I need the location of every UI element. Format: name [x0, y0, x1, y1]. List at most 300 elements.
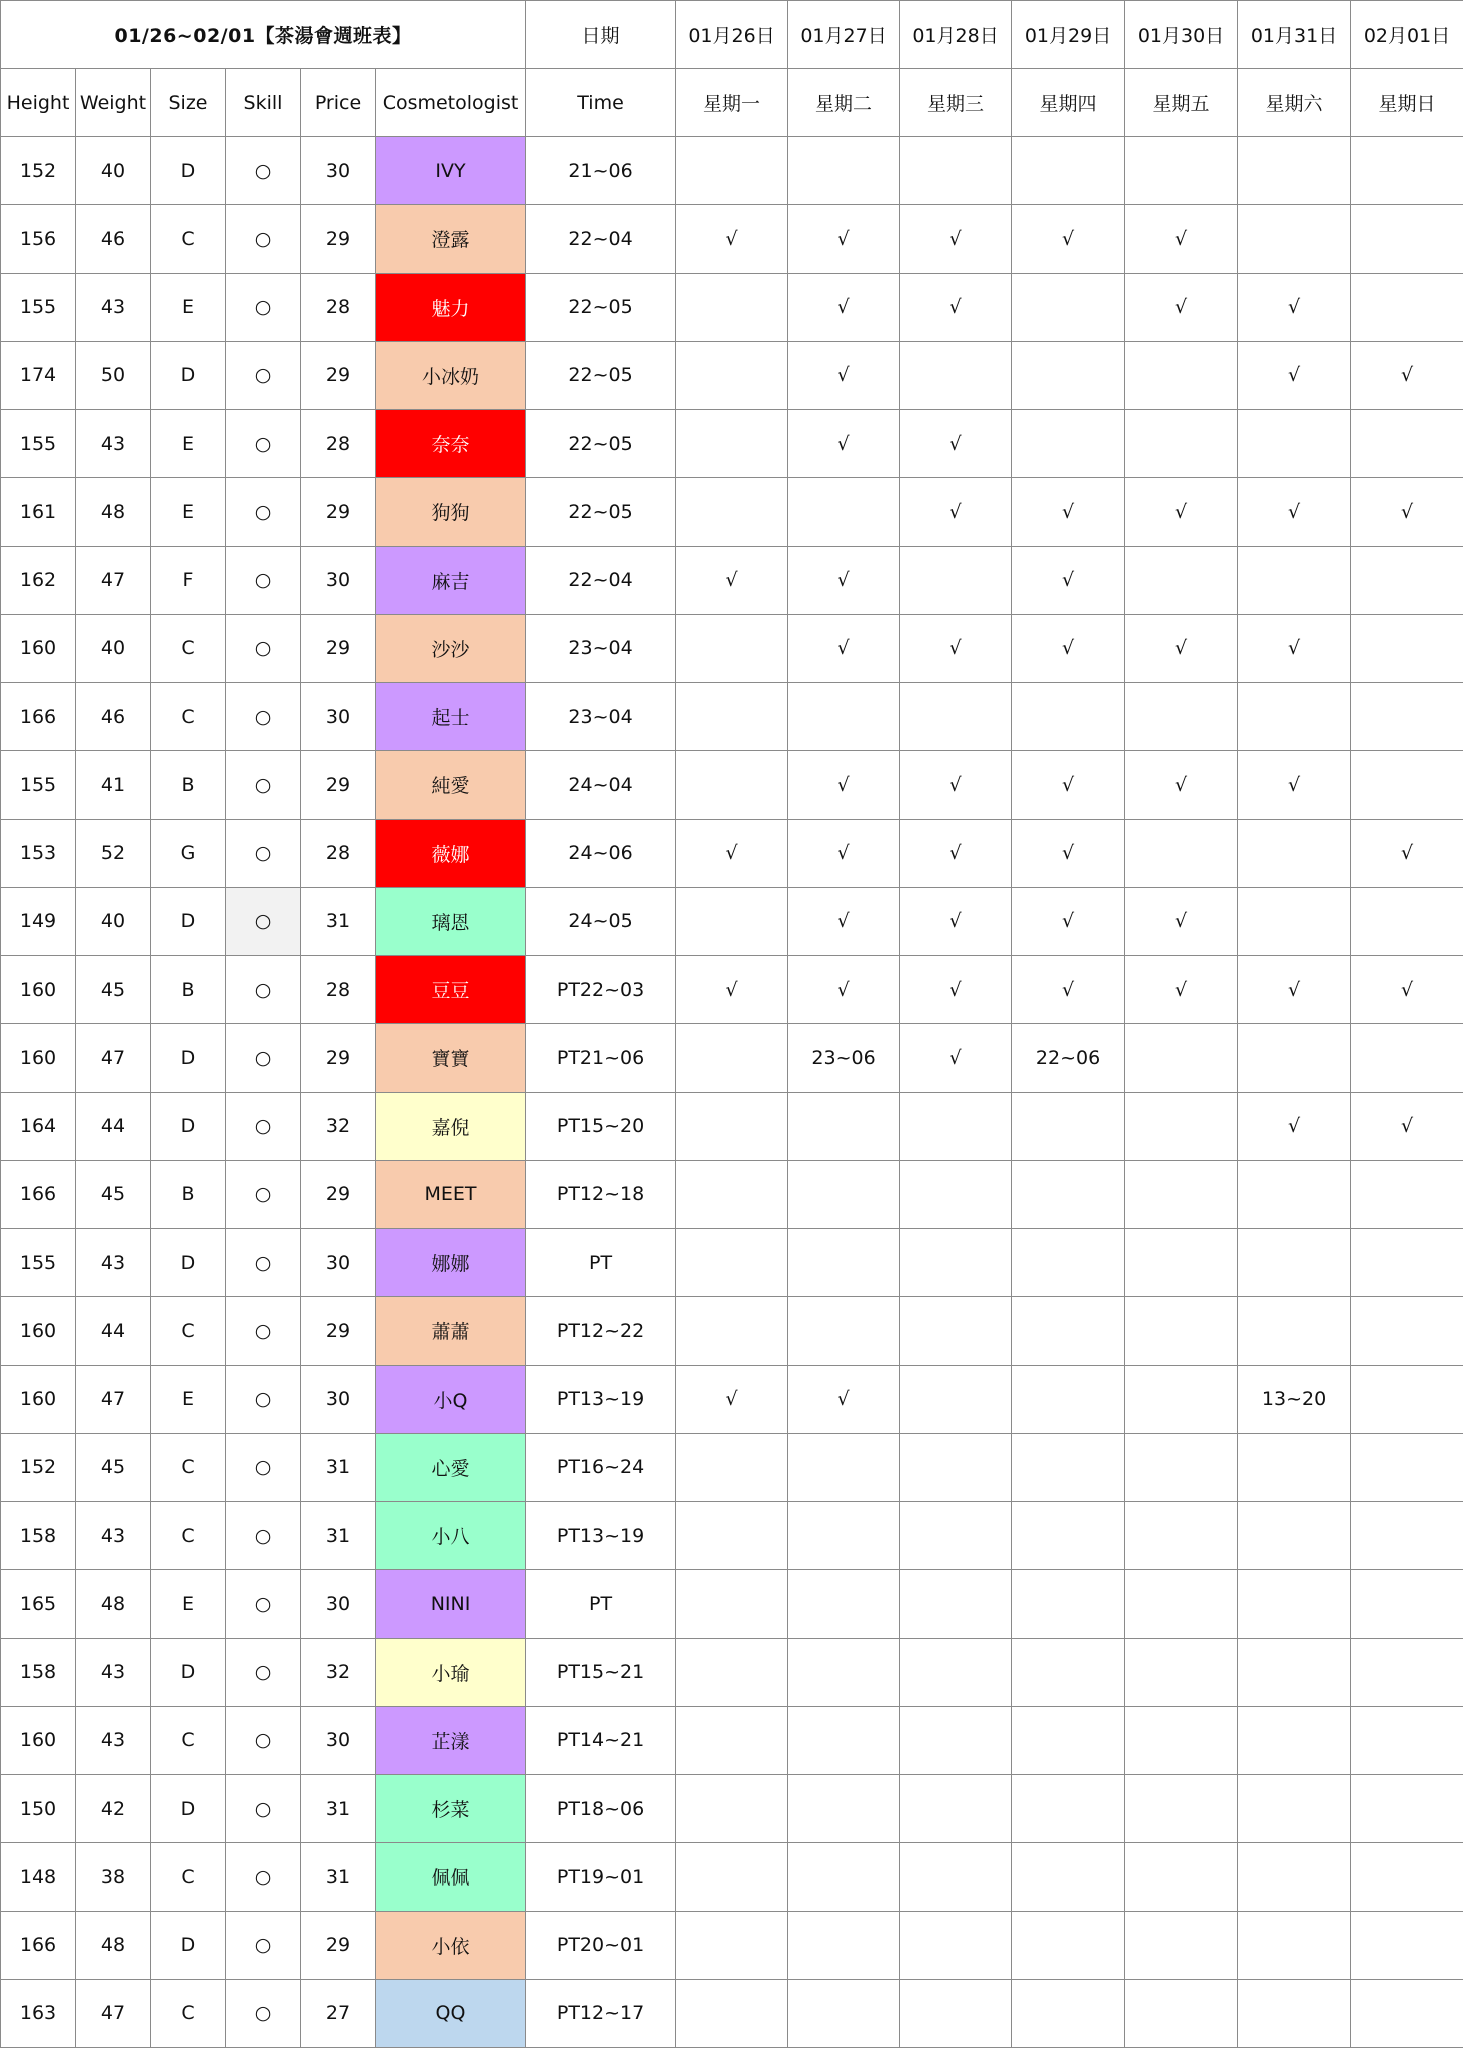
shift-cell [1238, 1297, 1351, 1365]
shift-cell [900, 1911, 1012, 1979]
size-cell: D [151, 137, 226, 205]
shift-cell [900, 1502, 1012, 1570]
shift-cell [1012, 1297, 1125, 1365]
skill-cell: ○ [226, 478, 301, 546]
shift-cell [900, 1229, 1012, 1297]
size-cell: E [151, 478, 226, 546]
height-cell: 165 [1, 1570, 76, 1638]
shift-cell [676, 751, 788, 819]
shift-cell [1351, 683, 1463, 751]
shift-cell [788, 1502, 900, 1570]
shift-check-mark: √ [1351, 956, 1463, 1024]
shift-cell [1351, 1911, 1463, 1979]
shift-cell [676, 683, 788, 751]
skill-cell: ○ [226, 1706, 301, 1774]
height-cell: 152 [1, 137, 76, 205]
table-row [1, 273, 1463, 341]
price-cell: 28 [301, 956, 376, 1024]
price-cell: 32 [301, 1092, 376, 1160]
size-cell: E [151, 273, 226, 341]
cosmetologist-name: 澄露 [376, 205, 526, 273]
time-cell: PT19~01 [526, 1843, 676, 1911]
cosmetologist-name: 魅力 [376, 273, 526, 341]
skill-cell: ○ [226, 1775, 301, 1843]
skill-cell: ○ [226, 1365, 301, 1433]
cosmetologist-name: 狗狗 [376, 478, 526, 546]
size-cell: B [151, 1160, 226, 1228]
shift-cell [788, 1638, 900, 1706]
weight-cell: 43 [76, 1502, 151, 1570]
shift-cell [1125, 1160, 1238, 1228]
table-row [1, 1638, 1463, 1706]
size-cell: B [151, 751, 226, 819]
shift-cell [676, 1024, 788, 1092]
shift-check-mark: √ [1125, 614, 1238, 682]
time-cell: PT20~01 [526, 1911, 676, 1979]
shift-cell [900, 1775, 1012, 1843]
date-header: 01月31日 [1238, 1, 1351, 69]
shift-check-mark: √ [1238, 956, 1351, 1024]
shift-cell [1238, 1433, 1351, 1501]
shift-cell [676, 1160, 788, 1228]
shift-cell [676, 887, 788, 955]
shift-cell [1238, 819, 1351, 887]
shift-cell [1125, 1775, 1238, 1843]
shift-cell [788, 1911, 900, 1979]
shift-check-mark: √ [676, 819, 788, 887]
column-header-size: Size [151, 69, 226, 137]
shift-cell [676, 410, 788, 478]
skill-cell: ○ [226, 1229, 301, 1297]
weight-cell: 48 [76, 1570, 151, 1638]
cosmetologist-name: 奈奈 [376, 410, 526, 478]
shift-cell [1012, 1570, 1125, 1638]
shift-cell [1351, 546, 1463, 614]
shift-cell [1012, 1365, 1125, 1433]
price-cell: 29 [301, 1911, 376, 1979]
shift-cell [676, 1229, 788, 1297]
cosmetologist-name: QQ [376, 1979, 526, 2047]
size-cell: C [151, 614, 226, 682]
shift-cell [788, 137, 900, 205]
weight-cell: 48 [76, 478, 151, 546]
size-cell: C [151, 1843, 226, 1911]
time-cell: PT12~17 [526, 1979, 676, 2047]
weight-cell: 47 [76, 1979, 151, 2047]
shift-cell [1351, 273, 1463, 341]
shift-check-mark: √ [1351, 478, 1463, 546]
shift-check-mark: √ [788, 273, 900, 341]
shift-check-mark: √ [900, 273, 1012, 341]
shift-cell [1012, 410, 1125, 478]
shift-cell [900, 546, 1012, 614]
shift-cell [1351, 1706, 1463, 1774]
weight-cell: 43 [76, 273, 151, 341]
time-cell: PT [526, 1229, 676, 1297]
height-cell: 166 [1, 1911, 76, 1979]
shift-check-mark: √ [788, 751, 900, 819]
shift-cell [900, 1843, 1012, 1911]
date-header: 01月30日 [1125, 1, 1238, 69]
time-cell: 24~06 [526, 819, 676, 887]
shift-cell [900, 137, 1012, 205]
weight-cell: 50 [76, 341, 151, 409]
price-cell: 29 [301, 1160, 376, 1228]
shift-cell [900, 1433, 1012, 1501]
shift-cell [676, 1297, 788, 1365]
shift-cell [1012, 1092, 1125, 1160]
shift-check-mark: √ [1125, 751, 1238, 819]
shift-check-mark: √ [788, 887, 900, 955]
height-cell: 160 [1, 1706, 76, 1774]
time-cell: PT14~21 [526, 1706, 676, 1774]
shift-cell [676, 614, 788, 682]
shift-cell [676, 1843, 788, 1911]
time-cell: PT15~21 [526, 1638, 676, 1706]
skill-cell: ○ [226, 205, 301, 273]
shift-cell [1238, 1638, 1351, 1706]
weight-cell: 43 [76, 1706, 151, 1774]
price-cell: 29 [301, 1297, 376, 1365]
shift-cell [788, 1433, 900, 1501]
shift-check-mark: √ [676, 546, 788, 614]
shift-check-mark: √ [1012, 205, 1125, 273]
shift-cell [1351, 137, 1463, 205]
time-cell: PT13~19 [526, 1365, 676, 1433]
shift-cell [676, 273, 788, 341]
size-cell: C [151, 205, 226, 273]
price-cell: 29 [301, 205, 376, 273]
shift-cell [1012, 341, 1125, 409]
shift-cell [1012, 1843, 1125, 1911]
price-cell: 30 [301, 1570, 376, 1638]
weekday-header: 星期五 [1125, 69, 1238, 137]
height-cell: 163 [1, 1979, 76, 2047]
shift-cell [676, 1570, 788, 1638]
shift-cell [788, 1843, 900, 1911]
time-cell: PT16~24 [526, 1433, 676, 1501]
skill-cell: ○ [226, 1502, 301, 1570]
shift-cell [1012, 1638, 1125, 1706]
time-cell: 22~04 [526, 205, 676, 273]
shift-cell [1238, 137, 1351, 205]
time-cell: 22~05 [526, 478, 676, 546]
shift-cell [1238, 1706, 1351, 1774]
table-row [1, 614, 1463, 682]
shift-cell [1012, 273, 1125, 341]
shift-check-mark: √ [788, 546, 900, 614]
skill-cell: ○ [226, 1570, 301, 1638]
weight-cell: 45 [76, 956, 151, 1024]
height-cell: 156 [1, 205, 76, 273]
table-row [1, 1843, 1463, 1911]
shift-cell [788, 1229, 900, 1297]
shift-cell [676, 1706, 788, 1774]
cosmetologist-name: 佩佩 [376, 1843, 526, 1911]
cosmetologist-name: 蕭蕭 [376, 1297, 526, 1365]
height-cell: 166 [1, 683, 76, 751]
height-cell: 158 [1, 1638, 76, 1706]
column-header-price: Price [301, 69, 376, 137]
price-cell: 31 [301, 887, 376, 955]
weight-cell: 44 [76, 1092, 151, 1160]
height-cell: 155 [1, 1229, 76, 1297]
price-cell: 28 [301, 819, 376, 887]
column-header-time: Time [526, 69, 676, 137]
cosmetologist-name: 寶寶 [376, 1024, 526, 1092]
table-row [1, 341, 1463, 409]
shift-cell [676, 1979, 788, 2047]
price-cell: 32 [301, 1638, 376, 1706]
table-row [1, 1092, 1463, 1160]
shift-cell [1125, 1297, 1238, 1365]
shift-cell [900, 1570, 1012, 1638]
table-row [1, 1706, 1463, 1774]
shift-check-mark: √ [788, 410, 900, 478]
size-cell: D [151, 887, 226, 955]
shift-cell: 13~20 [1238, 1365, 1351, 1433]
date-header: 01月26日 [676, 1, 788, 69]
shift-cell [900, 1297, 1012, 1365]
shift-cell [788, 1160, 900, 1228]
shift-cell [1238, 1843, 1351, 1911]
size-cell: E [151, 1365, 226, 1433]
size-cell: C [151, 683, 226, 751]
title-row [1, 1, 1463, 69]
shift-cell [1351, 1229, 1463, 1297]
height-cell: 155 [1, 751, 76, 819]
shift-check-mark: √ [1238, 751, 1351, 819]
shift-cell [788, 478, 900, 546]
shift-cell [1351, 1024, 1463, 1092]
shift-cell [900, 1092, 1012, 1160]
cosmetologist-name: IVY [376, 137, 526, 205]
skill-cell: ○ [226, 546, 301, 614]
shift-cell [1012, 1433, 1125, 1501]
size-cell: D [151, 1911, 226, 1979]
price-cell: 31 [301, 1775, 376, 1843]
shift-cell [1125, 1570, 1238, 1638]
shift-check-mark: √ [788, 819, 900, 887]
shift-cell [676, 137, 788, 205]
shift-cell [1351, 1433, 1463, 1501]
cosmetologist-name: 嘉倪 [376, 1092, 526, 1160]
time-cell: 22~05 [526, 273, 676, 341]
time-cell: PT15~20 [526, 1092, 676, 1160]
price-cell: 29 [301, 341, 376, 409]
cosmetologist-name: 心愛 [376, 1433, 526, 1501]
time-cell: 24~04 [526, 751, 676, 819]
weight-cell: 45 [76, 1433, 151, 1501]
skill-cell: ○ [226, 887, 301, 955]
shift-check-mark: √ [676, 956, 788, 1024]
cosmetologist-name: 小冰奶 [376, 341, 526, 409]
price-cell: 29 [301, 751, 376, 819]
time-cell: PT18~06 [526, 1775, 676, 1843]
time-cell: 23~04 [526, 683, 676, 751]
shift-check-mark: √ [900, 410, 1012, 478]
shift-check-mark: √ [788, 614, 900, 682]
weight-cell: 38 [76, 1843, 151, 1911]
skill-cell: ○ [226, 1638, 301, 1706]
shift-check-mark: √ [1125, 956, 1238, 1024]
shift-cell [900, 683, 1012, 751]
cosmetologist-name: 小八 [376, 1502, 526, 1570]
shift-cell: 22~06 [1012, 1024, 1125, 1092]
height-cell: 158 [1, 1502, 76, 1570]
size-cell: B [151, 956, 226, 1024]
shift-check-mark: √ [1351, 819, 1463, 887]
weight-cell: 43 [76, 410, 151, 478]
column-header-cosmetologist: Cosmetologist [376, 69, 526, 137]
price-cell: 27 [301, 1979, 376, 2047]
size-cell: D [151, 1775, 226, 1843]
shift-cell [1125, 1843, 1238, 1911]
weight-cell: 52 [76, 819, 151, 887]
height-cell: 155 [1, 273, 76, 341]
shift-cell [676, 1433, 788, 1501]
shift-check-mark: √ [1238, 1092, 1351, 1160]
shift-check-mark: √ [1238, 478, 1351, 546]
shift-cell [1351, 1570, 1463, 1638]
time-cell: PT12~18 [526, 1160, 676, 1228]
shift-cell [1125, 546, 1238, 614]
shift-cell [1012, 1979, 1125, 2047]
shift-cell [1125, 410, 1238, 478]
shift-cell [1125, 1092, 1238, 1160]
shift-cell [1351, 1365, 1463, 1433]
shift-cell [1351, 887, 1463, 955]
size-cell: D [151, 1092, 226, 1160]
time-cell: PT21~06 [526, 1024, 676, 1092]
size-cell: G [151, 819, 226, 887]
shift-cell [788, 1297, 900, 1365]
cosmetologist-name: 麻吉 [376, 546, 526, 614]
table-row [1, 1297, 1463, 1365]
shift-cell [676, 1775, 788, 1843]
skill-cell: ○ [226, 819, 301, 887]
height-cell: 160 [1, 956, 76, 1024]
shift-cell [788, 1979, 900, 2047]
table-row [1, 887, 1463, 955]
skill-cell: ○ [226, 137, 301, 205]
column-header-row [1, 69, 1463, 137]
price-cell: 28 [301, 410, 376, 478]
shift-cell [1012, 1229, 1125, 1297]
time-cell: PT12~22 [526, 1297, 676, 1365]
shift-cell [788, 1706, 900, 1774]
shift-check-mark: √ [788, 205, 900, 273]
shift-cell [788, 1775, 900, 1843]
weight-cell: 45 [76, 1160, 151, 1228]
cosmetologist-name: 娜娜 [376, 1229, 526, 1297]
table-row [1, 137, 1463, 205]
weekday-header: 星期一 [676, 69, 788, 137]
weight-cell: 44 [76, 1297, 151, 1365]
date-header: 01月29日 [1012, 1, 1125, 69]
time-cell: PT [526, 1570, 676, 1638]
shift-check-mark: √ [900, 1024, 1012, 1092]
skill-cell: ○ [226, 683, 301, 751]
shift-cell [1125, 1911, 1238, 1979]
shift-check-mark: √ [1238, 273, 1351, 341]
skill-cell: ○ [226, 1024, 301, 1092]
price-cell: 30 [301, 1229, 376, 1297]
shift-check-mark: √ [1012, 887, 1125, 955]
shift-cell [1125, 341, 1238, 409]
shift-check-mark: √ [900, 819, 1012, 887]
time-cell: 22~05 [526, 341, 676, 409]
shift-cell [788, 1570, 900, 1638]
shift-check-mark: √ [1351, 341, 1463, 409]
height-cell: 160 [1, 1297, 76, 1365]
price-cell: 30 [301, 683, 376, 751]
shift-cell [676, 1911, 788, 1979]
shift-check-mark: √ [1238, 614, 1351, 682]
shift-cell [1125, 1024, 1238, 1092]
table-row [1, 1775, 1463, 1843]
schedule-body [1, 137, 1463, 2048]
skill-cell: ○ [226, 1297, 301, 1365]
shift-cell [1351, 1638, 1463, 1706]
table-row [1, 1979, 1463, 2047]
weight-cell: 43 [76, 1638, 151, 1706]
skill-cell: ○ [226, 1979, 301, 2047]
height-cell: 166 [1, 1160, 76, 1228]
shift-check-mark: √ [900, 956, 1012, 1024]
height-cell: 150 [1, 1775, 76, 1843]
shift-check-mark: √ [788, 1365, 900, 1433]
height-cell: 160 [1, 614, 76, 682]
skill-cell: ○ [226, 1092, 301, 1160]
weight-cell: 41 [76, 751, 151, 819]
skill-cell: ○ [226, 341, 301, 409]
cosmetologist-name: 純愛 [376, 751, 526, 819]
height-cell: 153 [1, 819, 76, 887]
shift-cell [1238, 1160, 1351, 1228]
shift-cell [1238, 1502, 1351, 1570]
height-cell: 149 [1, 887, 76, 955]
skill-cell: ○ [226, 1433, 301, 1501]
weight-cell: 40 [76, 887, 151, 955]
size-cell: D [151, 341, 226, 409]
skill-cell: ○ [226, 751, 301, 819]
price-cell: 30 [301, 1706, 376, 1774]
column-header-weight: Weight [76, 69, 151, 137]
shift-cell [1238, 1775, 1351, 1843]
size-cell: F [151, 546, 226, 614]
column-header-height: Height [1, 69, 76, 137]
shift-check-mark: √ [1125, 205, 1238, 273]
skill-cell: ○ [226, 614, 301, 682]
price-cell: 29 [301, 614, 376, 682]
weight-cell: 43 [76, 1229, 151, 1297]
table-row [1, 1433, 1463, 1501]
price-cell: 30 [301, 137, 376, 205]
shift-cell [1012, 683, 1125, 751]
weight-cell: 42 [76, 1775, 151, 1843]
shift-cell [900, 1365, 1012, 1433]
size-cell: E [151, 1570, 226, 1638]
size-cell: C [151, 1433, 226, 1501]
shift-cell [1125, 1365, 1238, 1433]
shift-cell [1125, 819, 1238, 887]
price-cell: 30 [301, 546, 376, 614]
shift-check-mark: √ [900, 205, 1012, 273]
price-cell: 31 [301, 1433, 376, 1501]
shift-cell [1351, 1297, 1463, 1365]
shift-check-mark: √ [1125, 273, 1238, 341]
